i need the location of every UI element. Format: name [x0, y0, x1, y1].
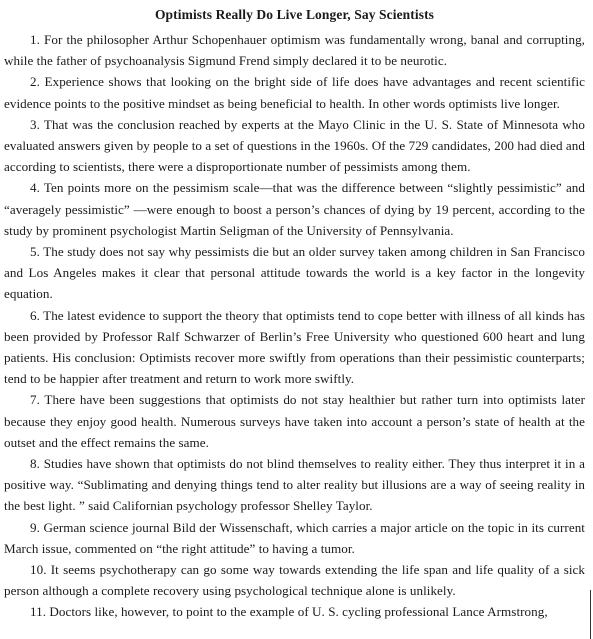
paragraph-2: 2. Experience shows that looking on the bright side of life does have advantages and recent scientific evidence points to the positive mindset as being beneficial to health. In other words optimists live longer.: [4, 74, 585, 111]
article-title: Optimists Really Do Live Longer, Say Scientists: [154, 7, 435, 22]
paragraph-9: 9. German science journal Bild der Wissenschaft, which carries a major article on the topic in its current March issue, commented on “the right attitude” to having a tumor.: [4, 519, 585, 556]
paragraph-1: 1. For the philosopher Arthur Schopenhauer optimism was fundamentally wrong, banal and corrupting, while the father of psychoanalysis Sigmund Frend simply declared it to be neurotic.: [4, 32, 585, 69]
paragraph-11: 11. Doctors like, however, to point to the example of U. S. cycling professional Lance Armstrong,: [30, 604, 548, 620]
paragraph-3: 3. That was the conclusion reached by experts at the Mayo Clinic in the U. S. State of Minnesota who evaluated answers given by people to a set of questions in the 1960s. Of the 729 candidates, 200 had died and according to scientists, there were a disproportionate number of pessimists among them.: [4, 116, 585, 175]
paragraph-5: 5. The study does not say why pessimists die but an older survey taken among children in San Francisco and Los Angeles makes it clear that personal attitude towards the world is a key factor in the longevity equation.: [4, 244, 585, 302]
paragraph-7: 7. There have been suggestions that optimists do not stay healthier but rather turn into optimists later because they enjoy good health. Numerous surveys have taken into account a person’s state of health at the outset and the effect remains the same.: [4, 392, 585, 450]
paragraph-8: 8. Studies have shown that optimists do not blind themselves to reality either. They thus interpret it in a positive way. “Sublimating and denying things tend to alter reality but illusions are a way of seeing reality in the best light. ” said Californian psychology professor Shelley Taylor.: [4, 456, 585, 514]
paragraph-10: 10. It seems psychotherapy can go some way towards extending the life span and life quality of a sick person although a complete recovery using psychological technique alone is unlikely.: [4, 562, 585, 599]
page-edge-line: [590, 590, 591, 639]
paragraph-6: 6. The latest evidence to support the theory that optimists tend to cope better with illness of all kinds has been provided by Professor Ralf Schwarzer of Berlin’s Free University who questioned 600 heart and lung patients. His conclusion: Optimists recover more swiftly from operations than their pessimistic counterparts; tend to be happier after treatment and return to work more swiftly.: [4, 307, 585, 387]
paragraph-4: 4. Ten points more on the pessimism scale—that was the difference between “slightly pessimistic” and “averagely pessimistic” —were enough to boost a person’s chances of dying by 19 percent, according to the study by prominent psychologist Martin Seligman of the University of Pennsylvania.: [4, 180, 585, 238]
